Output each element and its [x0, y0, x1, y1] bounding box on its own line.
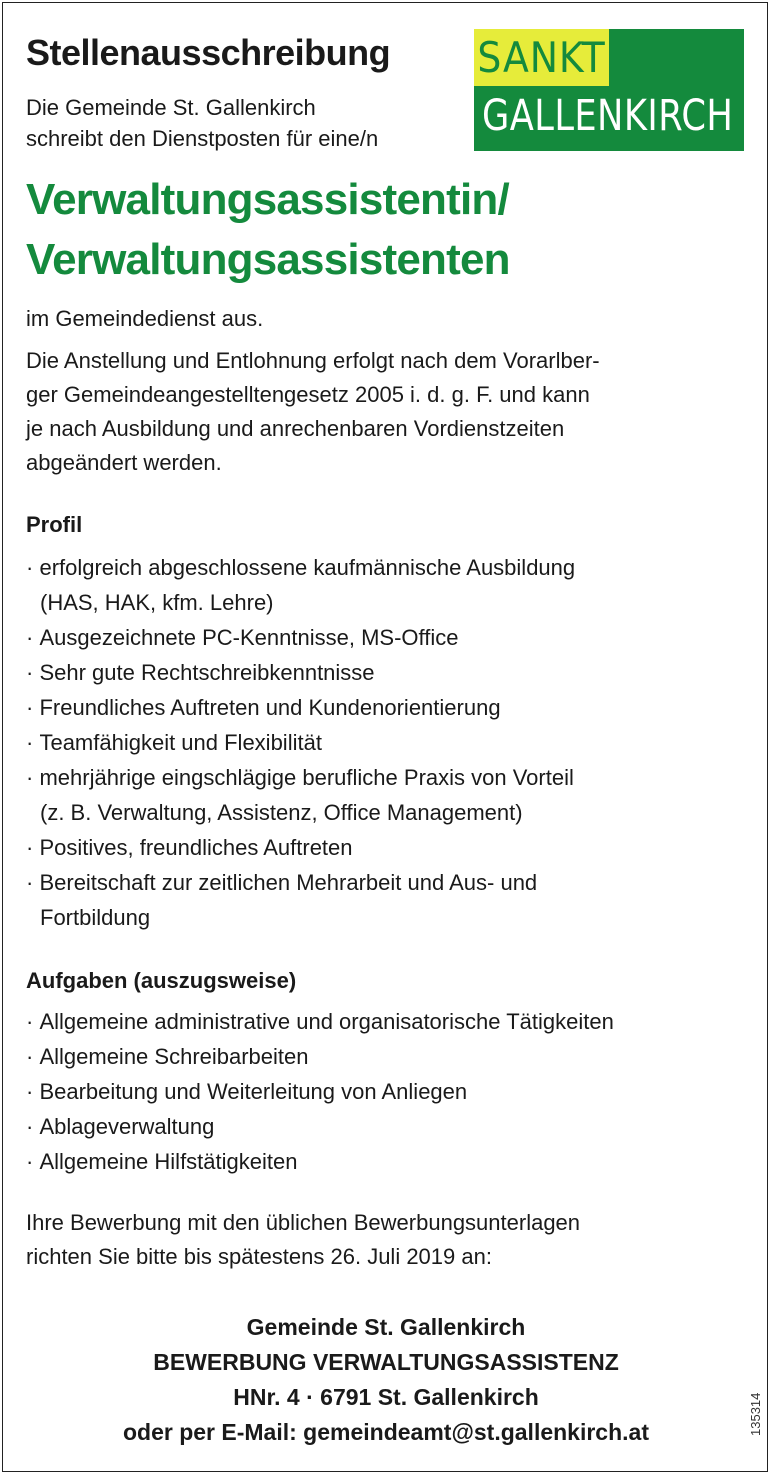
- contact-subject: BEWERBUNG VERWALTUNGSASSISTENZ: [153, 1349, 619, 1375]
- contact-address: HNr. 4 · 6791 St. Gallenkirch: [233, 1384, 539, 1410]
- list-item: · Allgemeine administrative und organisatorische Tätigkeiten: [26, 1004, 756, 1039]
- application-text: [26, 1206, 580, 1274]
- ad-code: 135314: [748, 1392, 763, 1436]
- text-line: richten Sie bitte bis spätestens 26. Juli 2019 an:: [26, 1244, 492, 1269]
- contact-block: [26, 1310, 746, 1450]
- list-item: · Positives, freundliches Auftreten: [26, 830, 756, 865]
- list-item: · Bearbeitung und Weiterleitung von Anliegen: [26, 1074, 756, 1109]
- list-item: · Bereitschaft zur zeitlichen Mehrarbeit und Aus- und Fortbildung: [26, 865, 756, 935]
- list-item: · Allgemeine Schreibarbeiten: [26, 1039, 756, 1074]
- profile-heading: Profil: [26, 512, 83, 537]
- employment-text: [26, 344, 600, 480]
- page-title: Stellenausschreibung: [26, 32, 391, 73]
- job-title-line: Verwaltungsassistenten: [26, 235, 510, 284]
- tasks-list: [26, 1004, 756, 1179]
- job-title: [26, 170, 510, 290]
- logo-sankt: SANKT: [474, 29, 609, 86]
- text-line: Die Anstellung und Entlohnung erfolgt nach dem Vorarlber-: [26, 348, 600, 373]
- list-item: · Ablageverwaltung: [26, 1109, 756, 1144]
- list-item: · erfolgreich abgeschlossene kaufmännische Ausbildung (HAS, HAK, kfm. Lehre): [26, 550, 756, 620]
- intro-text: [26, 92, 378, 154]
- list-item: · Freundliches Auftreten und Kundenorientierung: [26, 690, 756, 725]
- list-item: · Teamfähigkeit und Flexibilität: [26, 725, 756, 760]
- service-line: im Gemeindedienst aus.: [26, 306, 264, 331]
- list-item: · Ausgezeichnete PC-Kenntnisse, MS-Office: [26, 620, 756, 655]
- text-line: abgeändert werden.: [26, 450, 222, 475]
- text-line: je nach Ausbildung und anrechenbaren Vordienstzeiten: [26, 416, 565, 441]
- list-item: · mehrjährige eingschlägige berufliche Praxis von Vorteil (z. B. Verwaltung, Assistenz, Office Management): [26, 760, 756, 830]
- list-item: · Sehr gute Rechtschreibkenntnisse: [26, 655, 756, 690]
- contact-org: Gemeinde St. Gallenkirch: [246, 1314, 526, 1340]
- tasks-heading: Aufgaben (auszugsweise): [26, 968, 297, 993]
- text-line: ger Gemeindeangestelltengesetz 2005 i. d. g. F. und kann: [26, 382, 590, 407]
- list-item: · Allgemeine Hilfstätigkeiten: [26, 1144, 756, 1179]
- profile-list: [26, 550, 756, 935]
- job-title-line: Verwaltungsassistentin/: [26, 175, 509, 224]
- text-line: Ihre Bewerbung mit den üblichen Bewerbungsunterlagen: [26, 1210, 581, 1235]
- intro-line: schreibt den Dienstposten für eine/n: [26, 126, 379, 151]
- contact-email[interactable]: oder per E-Mail: gemeindeamt@st.gallenkirch.at: [122, 1419, 649, 1445]
- intro-line: Die Gemeinde St. Gallenkirch: [26, 95, 316, 120]
- logo-gallenkirch: GALLENKIRCH: [482, 91, 734, 141]
